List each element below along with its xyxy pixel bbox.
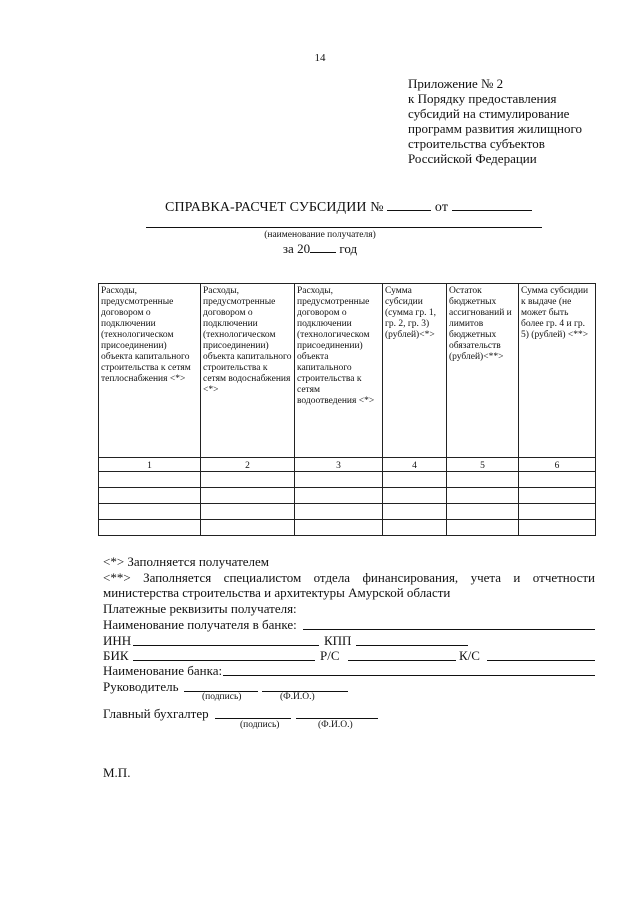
- column-number: 4: [383, 458, 447, 472]
- column-number: 1: [99, 458, 201, 472]
- ks-label: К/С: [459, 648, 480, 663]
- name-caption: (Ф.И.О.): [280, 692, 315, 702]
- appendix-line: программ развития жилищного: [408, 121, 582, 136]
- bank-recipient-name-field[interactable]: [303, 629, 595, 630]
- bik-label: БИК: [103, 648, 129, 663]
- table-cell[interactable]: [519, 488, 596, 504]
- chief-accountant-label: Главный бухгалтер: [103, 706, 209, 721]
- head-label: Руководитель: [103, 679, 179, 694]
- seal-label: М.П.: [103, 765, 131, 780]
- bank-name-label: Наименование банка:: [103, 663, 223, 678]
- signature-caption: (подпись): [202, 692, 242, 702]
- table-cell[interactable]: [447, 520, 519, 536]
- column-number: 6: [519, 458, 596, 472]
- table-cell[interactable]: [519, 520, 596, 536]
- column-number-row: [99, 458, 596, 472]
- table-cell[interactable]: [447, 488, 519, 504]
- table-cell[interactable]: [99, 504, 201, 520]
- recipient-caption: (наименование получателя): [264, 230, 376, 240]
- title-text: СПРАВКА-РАСЧЕТ СУБСИДИИ №: [165, 200, 384, 215]
- kpp-label: КПП: [324, 633, 352, 648]
- appendix-line: Российской Федерации: [408, 151, 537, 166]
- table-row: [99, 520, 596, 536]
- subsidy-number-blank: [387, 199, 431, 211]
- appendix-line: строительства субъектов: [408, 136, 545, 151]
- bank-name-field[interactable]: [223, 675, 595, 676]
- column-number: 3: [295, 458, 383, 472]
- year-blank: [310, 241, 336, 253]
- table-cell[interactable]: [201, 472, 295, 488]
- footnote-specialist: <**> Заполняется специалистом отдела финансирования, учета и отчетности: [103, 569, 595, 585]
- recipient-name-line: [146, 227, 542, 228]
- year-line: [0, 241, 640, 257]
- table-cell[interactable]: [295, 520, 383, 536]
- footnote-recipient: <*> Заполняется получателем: [103, 554, 270, 569]
- date-label: от: [434, 200, 449, 215]
- bank-recipient-name-label: Наименование получателя в банке:: [103, 617, 297, 632]
- footnotes: [103, 554, 595, 616]
- kpp-field[interactable]: [356, 645, 468, 646]
- column-number: 2: [201, 458, 295, 472]
- table-cell[interactable]: [295, 488, 383, 504]
- column-header: Расходы, предусмотренные договором о подключении (технологическом присоединении) объекта капитального строительства к сетям водоотведения <*>: [295, 284, 383, 458]
- appendix-header: [408, 76, 582, 166]
- ks-account-field[interactable]: [487, 660, 595, 661]
- signature-caption: (подпись): [240, 720, 280, 730]
- accountant-name-field[interactable]: [296, 718, 378, 719]
- table-cell[interactable]: [383, 520, 447, 536]
- table-cell[interactable]: [447, 472, 519, 488]
- table-row: [99, 488, 596, 504]
- table-cell[interactable]: [383, 504, 447, 520]
- table-cell[interactable]: [295, 504, 383, 520]
- page-number: 14: [314, 52, 326, 64]
- inn-field[interactable]: [133, 645, 319, 646]
- payment-details-heading: Платежные реквизиты получателя:: [103, 600, 297, 616]
- table-cell[interactable]: [383, 488, 447, 504]
- column-header: Сумма субсидии (сумма гр. 1, гр. 2, гр. 3) (рублей)<*>: [383, 284, 447, 458]
- table-cell[interactable]: [99, 488, 201, 504]
- calculation-table: [98, 283, 596, 536]
- table-cell[interactable]: [295, 472, 383, 488]
- table-cell[interactable]: [519, 504, 596, 520]
- inn-label: ИНН: [103, 633, 132, 648]
- table-cell[interactable]: [201, 520, 295, 536]
- name-caption: (Ф.И.О.): [318, 720, 353, 730]
- table-cell[interactable]: [383, 472, 447, 488]
- table-cell[interactable]: [201, 488, 295, 504]
- rs-label: Р/С: [320, 648, 340, 663]
- table-row: [99, 472, 596, 488]
- table-cell[interactable]: [99, 520, 201, 536]
- column-number: 5: [447, 458, 519, 472]
- rs-account-field[interactable]: [348, 660, 456, 661]
- table-cell[interactable]: [519, 472, 596, 488]
- column-header: Остаток бюджетных ассигнований и лимитов бюджетных обязательств (рублей)<**>: [447, 284, 519, 458]
- column-header: Расходы, предусмотренные договором о подключении (технологическом присоединении) объекта капитального строительства к сетям водоснабжения <*>: [201, 284, 295, 458]
- table-header-row: [99, 284, 596, 458]
- column-header: Расходы, предусмотренные договором о подключении (технологическом присоединении) объекта капитального строительства к сетям теплоснабжения <*>: [99, 284, 201, 458]
- column-header: Сумма субсидии к выдаче (не может быть более гр. 4 и гр. 5) (рублей) <**>: [519, 284, 596, 458]
- appendix-line: Приложение № 2: [408, 76, 504, 91]
- year-prefix: за 20: [282, 241, 311, 256]
- table-cell[interactable]: [99, 472, 201, 488]
- table-cell[interactable]: [447, 504, 519, 520]
- document-title: [165, 199, 532, 216]
- appendix-line: к Порядку предоставления: [408, 91, 557, 106]
- table-cell[interactable]: [201, 504, 295, 520]
- footnote-specialist-cont: министерства строительства и архитектуры Амурской области: [103, 585, 451, 600]
- appendix-line: субсидий на стимулирование: [408, 106, 570, 121]
- accountant-signature-field[interactable]: [215, 718, 291, 719]
- table-row: [99, 504, 596, 520]
- date-blank: [452, 199, 532, 211]
- bik-field[interactable]: [133, 660, 315, 661]
- year-suffix: год: [339, 241, 358, 256]
